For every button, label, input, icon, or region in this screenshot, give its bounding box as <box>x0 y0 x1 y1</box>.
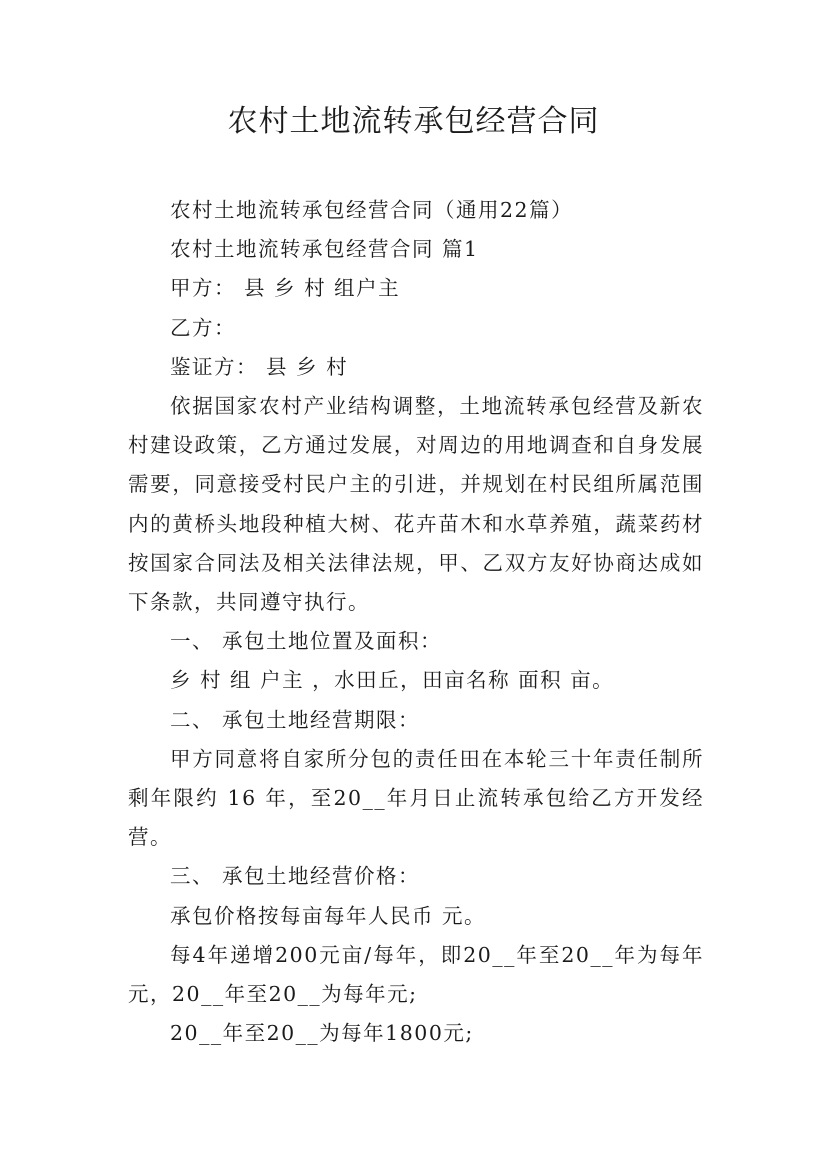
paragraph-section-1-heading: 一、 承包土地位置及面积： <box>170 629 443 654</box>
paragraph-preamble: 依据国家农村产业结构调整，土地流转承包经营及新农村建设政策，乙方通过发展，对周边的用地调查和自身发展需要，同意接受村民户主的引进，并规划在村民组所属范围内的黄桥头地段种植大树、花卉苗木和水草养殖，蔬菜药材按国家合同法及相关法律法规，甲、乙双方友好协商达成如下条款，共同遵守执行。 <box>128 394 704 615</box>
paragraph-collection-heading: 农村土地流转承包经营合同（通用22篇） <box>170 198 574 222</box>
paragraph-witness: 鉴证方： 县 乡 村 <box>170 354 349 379</box>
paragraph-section-2-body: 甲方同意将自家所分包的责任田在本轮三十年责任制所剩年限约 16 年，至20__年月日止流转承包给乙方开发经营。 <box>128 746 704 850</box>
paragraph-party-a: 甲方： 县 乡 村 组户主 <box>170 276 401 301</box>
paragraph-section-3-period: 20__年至20__为每年1800元; <box>170 1021 474 1046</box>
document-body <box>128 191 704 1053</box>
paragraph-section-3-price: 承包价格按每亩每年人民币 元。 <box>170 903 487 928</box>
paragraph-article-heading: 农村土地流转承包经营合同 篇1 <box>170 237 479 262</box>
document-title: 农村土地流转承包经营合同 <box>227 104 600 139</box>
paragraph-section-3-increase: 每4年递增200元亩/每年，即20__年至20__年为每年元，20__年至20__为每年元; <box>128 942 704 1007</box>
paragraph-section-1-body: 乡 村 组 户主 ，水田丘，田亩名称 面积 亩。 <box>170 668 615 693</box>
paragraph-section-3-heading: 三、 承包土地经营价格： <box>170 864 421 889</box>
paragraph-party-b: 乙方： <box>170 315 237 340</box>
paragraph-section-2-heading: 二、 承包土地经营期限： <box>170 707 421 732</box>
